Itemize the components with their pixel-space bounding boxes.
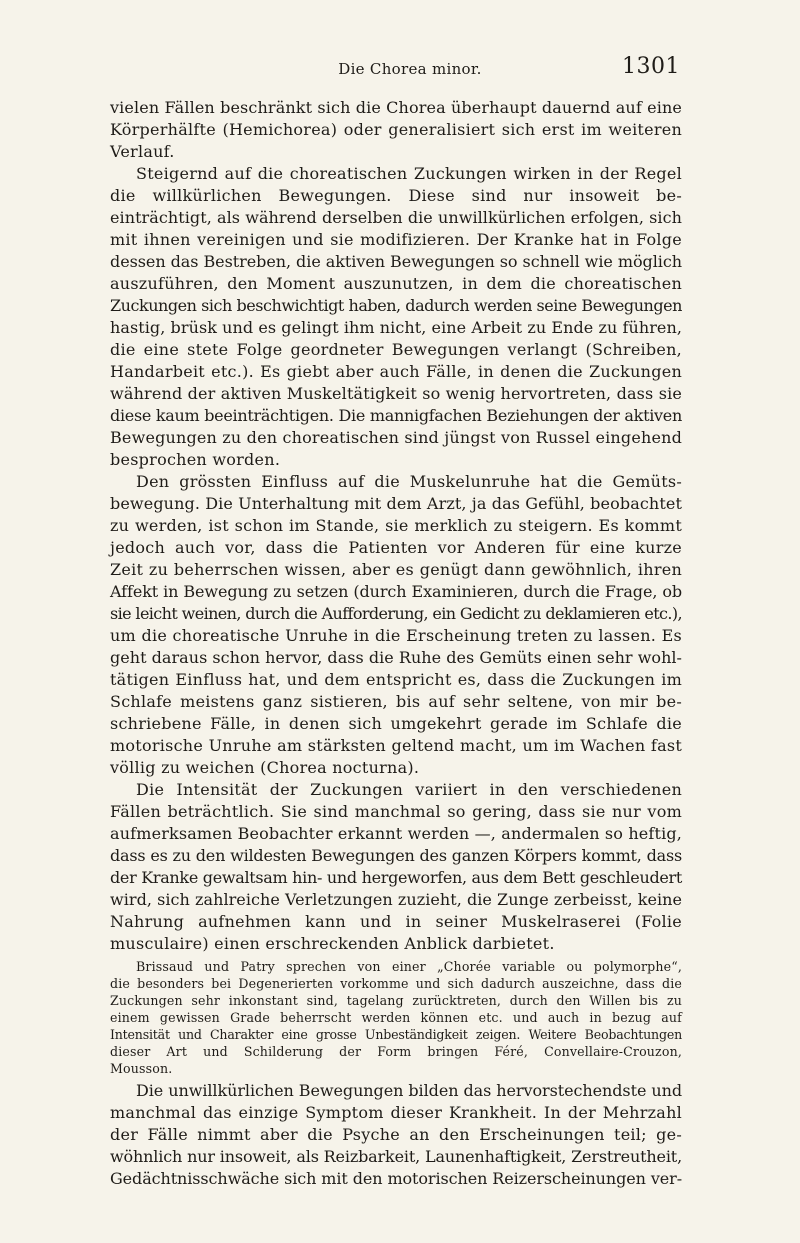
text-line: Fällen beträchtlich. Sie sind manchmal so gering, dass sie nur vom — [110, 802, 682, 821]
text-line: mit ihnen vereinigen und sie modifizieren. Der Kranke hat in Folge — [110, 230, 682, 249]
text-line: Mousson. — [110, 1061, 173, 1076]
text-line: Brissaud und Patry sprechen von einer „Chorée variable ou polymorphe“, — [136, 959, 682, 974]
text-line: tätigen Einfluss hat, und dem entspricht es, dass die Zuckungen im — [110, 670, 682, 689]
text-line: Die Intensität der Zuckungen variiert in den verschiedenen — [136, 780, 682, 799]
text-line: aufmerksamen Beobachter erkannt werden —, andermalen so heftig, — [110, 824, 682, 843]
paragraph — [110, 163, 682, 471]
text-line: besprochen worden. — [110, 450, 281, 469]
text-line: Intensität und Charakter eine grosse Unbeständigkeit zeigen. Weitere Beobachtungen — [110, 1027, 682, 1042]
text-line: Zuckungen sich beschwichtigt haben, dadurch werden seine Bewegungen — [110, 296, 682, 315]
paragraph — [110, 779, 682, 955]
text-line: Zuckungen sehr inkonstant sind, tagelang zurücktreten, durch den Willen bis zu — [110, 993, 682, 1008]
running-title: Die Chorea minor. — [338, 60, 482, 78]
text-line: manchmal das einzige Symptom dieser Krankheit. In der Mehrzahl — [110, 1103, 682, 1122]
text-line: Den grössten Einfluss auf die Muskelunruhe hat die Gemüts- — [136, 472, 682, 491]
text-line: die besonders bei Degenerierten vorkomme und sich dadurch auszeichne, dass die — [110, 976, 682, 991]
paragraph — [110, 97, 682, 163]
text-line: die eine stete Folge geordneter Bewegungen verlangt (Schreiben, — [110, 340, 682, 359]
text-line: Nahrung aufnehmen kann und in seiner Muskelraserei (Folie — [110, 912, 682, 931]
text-line: die willkürlichen Bewegungen. Diese sind nur insoweit be- — [110, 186, 682, 205]
paragraph — [110, 471, 682, 779]
text-line: bewegung. Die Unterhaltung mit dem Arzt, ja das Gefühl, beobachtet — [110, 494, 682, 513]
text-line: musculaire) einen erschreckenden Anblick darbietet. — [110, 934, 555, 953]
text-line: Gedächtnisschwäche sich mit den motorischen Reizerscheinungen ver- — [110, 1169, 683, 1188]
text-line: jedoch auch vor, dass die Patienten vor Anderen für eine kurze — [110, 538, 682, 557]
text-line: vielen Fällen beschränkt sich die Chorea überhaupt dauernd auf eine — [110, 98, 682, 117]
text-line: Verlauf. — [110, 142, 175, 161]
text-line: einem gewissen Grade beherrscht werden können etc. und auch in bezug auf — [110, 1010, 682, 1025]
small-print-note — [110, 958, 682, 1077]
text-line: geht daraus schon hervor, dass die Ruhe des Gemüts einen sehr wohl- — [110, 648, 682, 667]
text-line: wird, sich zahlreiche Verletzungen zuzieht, die Zunge zerbeisst, keine — [110, 890, 682, 909]
text-line: Affekt in Bewegung zu setzen (durch Examinieren, durch die Frage, ob — [110, 582, 683, 601]
text-line: diese kaum beeinträchtigen. Die mannigfachen Beziehungen der aktiven — [110, 406, 683, 425]
text-line: Körperhälfte (Hemichorea) oder generalisiert sich erst im weiteren — [110, 120, 682, 139]
text-line: zu werden, ist schon im Stande, sie merklich zu steigern. Es kommt — [110, 516, 682, 535]
text-line: sie leicht weinen, durch die Aufforderung, ein Gedicht zu deklamieren etc.), — [110, 604, 682, 623]
text-line: dass es zu den wildesten Bewegungen des ganzen Körpers kommt, dass — [110, 846, 683, 865]
text-line: während der aktiven Muskeltätigkeit so wenig hervortreten, dass sie — [110, 384, 682, 403]
text-line: Bewegungen zu den choreatischen sind jüngst von Russel eingehend — [110, 428, 682, 447]
text-line: Steigernd auf die choreatischen Zuckungen wirken in der Regel — [136, 164, 682, 183]
body-text — [110, 97, 682, 1190]
text-line: der Fälle nimmt aber die Psyche an den Erscheinungen teil; ge- — [110, 1125, 682, 1144]
text-line: Handarbeit etc.). Es giebt aber auch Fälle, in denen die Zuckungen — [110, 362, 682, 381]
text-line: wöhnlich nur insoweit, als Reizbarkeit, Launenhaftigkeit, Zerstreutheit, — [110, 1147, 682, 1166]
text-line: schriebene Fälle, in denen sich umgekehrt gerade im Schlafe die — [110, 714, 682, 733]
text-line: auszuführen, den Moment auszunutzen, in dem die choreatischen — [110, 274, 682, 293]
text-line: der Kranke gewaltsam hin- und hergeworfen, aus dem Bett geschleudert — [110, 868, 682, 887]
paragraph — [110, 1080, 682, 1190]
text-line: dieser Art und Schilderung der Form bringen Féré, Convellaire-Crouzon, — [110, 1044, 682, 1059]
text-line: völlig zu weichen (Chorea nocturna). — [110, 758, 420, 777]
page-header — [140, 54, 680, 90]
text-line: Die unwillkürlichen Bewegungen bilden das hervorstechendste und — [136, 1081, 683, 1100]
text-line: dessen das Bestreben, die aktiven Bewegungen so schnell wie möglich — [110, 252, 683, 271]
text-line: Schlafe meistens ganz sistieren, bis auf sehr seltene, von mir be- — [110, 692, 682, 711]
page-number: 1301 — [622, 54, 680, 79]
text-line: motorische Unruhe am stärksten geltend macht, um im Wachen fast — [110, 736, 682, 755]
text-line: Zeit zu beherrschen wissen, aber es genügt dann gewöhnlich, ihren — [110, 560, 682, 579]
text-line: um die choreatische Unruhe in die Erscheinung treten zu lassen. Es — [110, 626, 682, 645]
text-line: hastig, brüsk und es gelingt ihm nicht, eine Arbeit zu Ende zu führen, — [110, 318, 682, 337]
text-line: einträchtigt, als während derselben die unwillkürlichen erfolgen, sich — [110, 208, 682, 227]
